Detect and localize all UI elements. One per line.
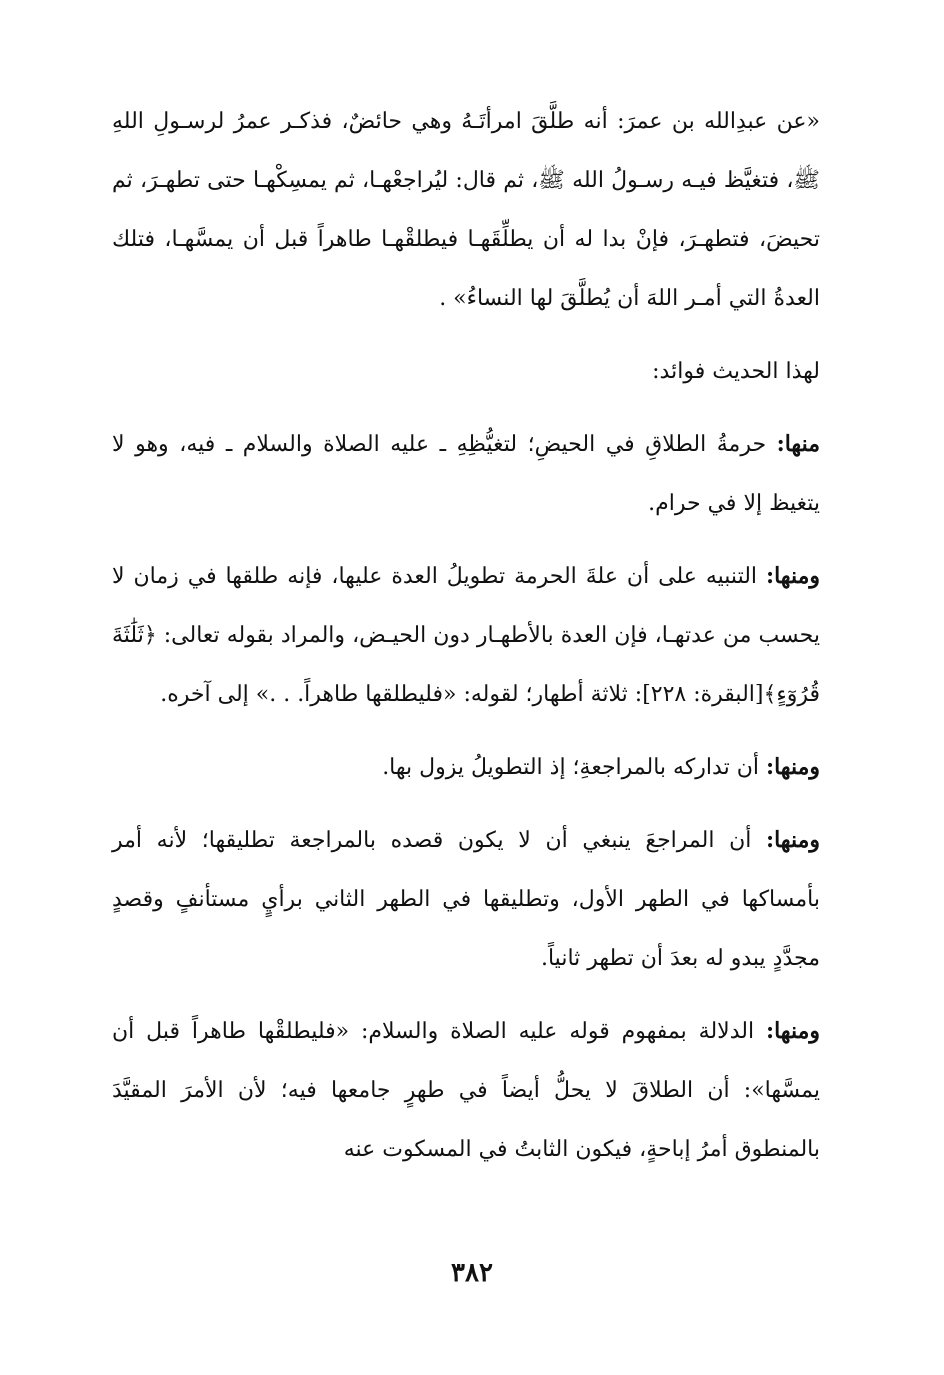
paragraph-lead: ومنها: bbox=[765, 1018, 820, 1044]
paragraph-text: التنبيه على أن علةَ الحرمة تطويلُ العدة عليها، فإنه طلقها في زمان لا يحسب من عدتهـا، فإن العدة بالأطهـار دون الحيـض، والمراد بقوله تعالى: ﴿ثَلَٰثَةَ قُرُوٓءٍ﴾[البقرة: ٢٢٨]: ثلاثة أطهار؛ لقوله: «فليطلقها طاهراً. . .» إلى آخره. bbox=[112, 564, 820, 707]
paragraph-lead: منها: bbox=[776, 431, 820, 457]
page-body bbox=[112, 92, 820, 1193]
benefit-paragraph-3 bbox=[112, 738, 820, 797]
benefit-paragraph-1 bbox=[112, 415, 820, 533]
paragraph-text: أن تداركه بالمراجعةِ؛ إذ التطويلُ يزول بها. bbox=[382, 755, 766, 780]
paragraph-lead: ومنها: bbox=[765, 827, 820, 853]
benefit-paragraph-5 bbox=[112, 1002, 820, 1179]
benefits-intro-paragraph bbox=[112, 342, 820, 401]
paragraph-text: «عن عبدِالله بن عمرَ: أنه طلَّقَ امرأتَـهُ وهي حائضٌ، فذكـر عمرُ لرسـولِ اللهِ ﷺ، فتغيَّظ فيـه رسـولُ الله ﷺ، ثم قال: ليُراجعْهـا، ثم يمسِكْهـا حتى تطهـرَ، ثم تحيضَ، فتطهـرَ، فإنْ بدا له أن يطلِّقَهـا فيطلقْهـا طاهراً قبل أن يمسَّهـا، فتلك العدةُ التي أمـر اللهَ أن يُطلَّقَ لها النساءُ» . bbox=[112, 109, 820, 311]
paragraph-text: لهذا الحديث فوائد: bbox=[652, 359, 820, 384]
paragraph-lead: ومنها: bbox=[765, 754, 820, 780]
paragraph-lead: ومنها: bbox=[765, 563, 820, 589]
benefit-paragraph-4 bbox=[112, 811, 820, 988]
paragraph-text: حرمةُ الطلاقِ في الحيضِ؛ لتغيُّظِهِ ـ عليه الصلاة والسلام ـ فيه، وهو لا يتغيظ إلا في حرام. bbox=[112, 432, 820, 516]
benefit-paragraph-2 bbox=[112, 547, 820, 724]
page-number: ٣٨٢ bbox=[451, 1258, 493, 1288]
hadith-paragraph bbox=[112, 92, 820, 328]
paragraph-text: الدلالة بمفهوم قوله عليه الصلاة والسلام: «فليطلقْها طاهراً قبل أن يمسَّها»: أن الطلاقَ لا يحلُّ أيضاً في طهرٍ جامعها فيه؛ لأن الأمرَ المقيَّدَ بالمنطوق أمرُ إباحةٍ، فيكون الثابتُ في المسكوت عنه bbox=[112, 1019, 820, 1162]
paragraph-text: أن المراجعَ ينبغي أن لا يكون قصده بالمراجعة تطليقها؛ لأنه أمر بأمساكها في الطهر الأول، وتطليقها في الطهر الثاني برأيٍ مستأنفٍ وقصدٍ مجدَّدٍ يبدو له بعدَ أن تطهر ثانياً. bbox=[112, 828, 820, 971]
